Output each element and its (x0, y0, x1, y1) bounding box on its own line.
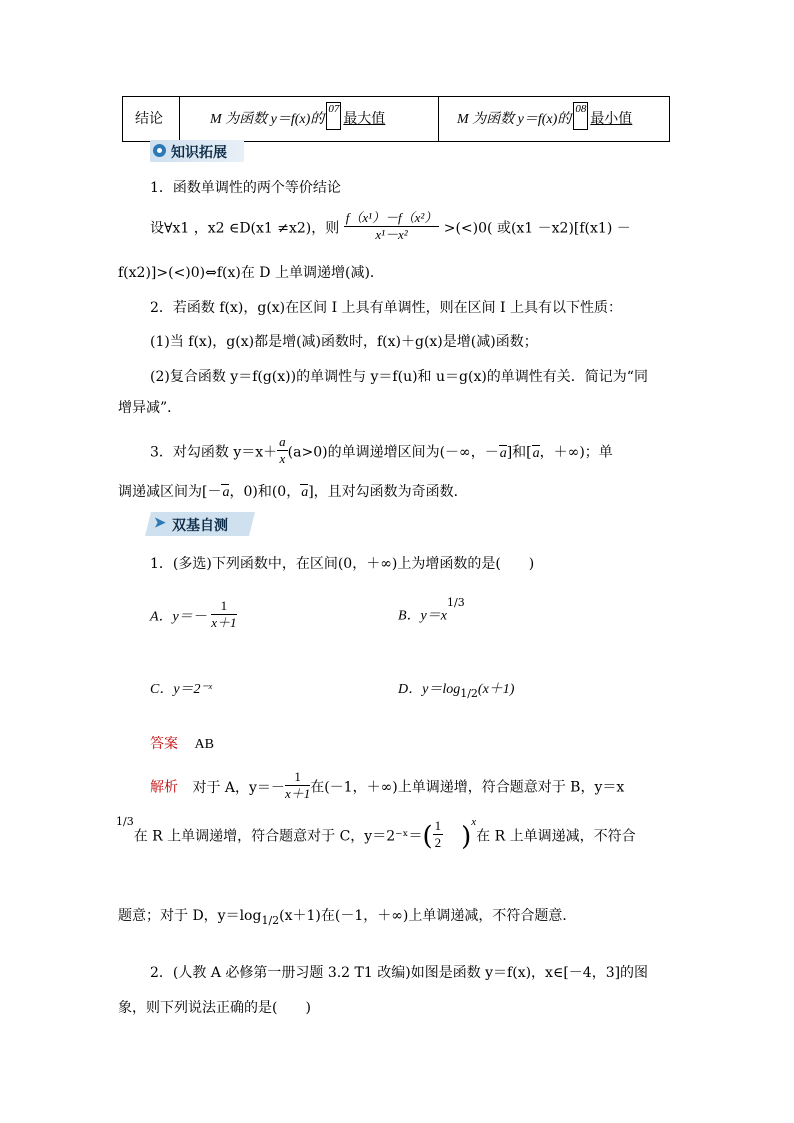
answer-value: AB (194, 737, 214, 752)
option-c: C．y＝2⁻ˣ (150, 682, 212, 697)
option-d-arg: (x＋1) (477, 682, 515, 697)
max-text: M 为函数 y＝f(x)的 (210, 112, 325, 128)
section-title-knowledge: 知识拓展 (171, 145, 227, 161)
analysis-line1 (150, 771, 624, 804)
point3-c: ]和[ (506, 444, 532, 461)
option-d-label: D．y＝log (398, 682, 461, 697)
point3-line2-c: ]，且对勾函数为奇函数． (308, 484, 468, 500)
min-text: M 为函数 y＝f(x)的 (457, 112, 572, 128)
question1-stem: 1．(多选)下列函数中，在区间(0，＋∞)上为增函数的是( ) (150, 556, 535, 572)
min-answer: 最小值 (590, 112, 633, 128)
option-b (398, 596, 465, 625)
point1-title: 1．函数单调性的两个等价结论 (150, 180, 341, 196)
analysis-l2-fraction (433, 818, 444, 851)
section-title-selftest: 双基自测 (172, 518, 228, 534)
option-a-label: A．y＝－ (150, 609, 207, 625)
point1-line1-a: 设∀x1 ，x2 ∈D(x1 ≠x2)，则 (150, 220, 340, 237)
table-cell-label (123, 97, 180, 141)
question2-line1: 2．(人教 A 必修第一册习题 3.2 T1 改编)如图是函数 y＝f(x)，x∈[－4，3]的图 (150, 965, 649, 981)
analysis-l2-a: 在 R 上单调递增，符合题意对于 C，y＝2⁻ˣ＝ (133, 828, 423, 845)
table-cell-max (180, 97, 439, 141)
analysis-l1-num: 1 (285, 769, 310, 786)
question2-line2: 象，则下列说法正确的是( ) (118, 1000, 311, 1016)
circle-bullet-icon (153, 144, 166, 157)
point3-a: 3．对勾函数 y＝x＋ (150, 444, 278, 461)
analysis-line3 (118, 905, 576, 927)
point1-line1-b: >(<)0( 或(x1 －x2)[f(x1) － (443, 220, 631, 237)
arrow-right-icon: ➤ (154, 515, 166, 531)
option-a-fraction (211, 598, 236, 631)
analysis-l1-den: x＋1 (284, 786, 311, 801)
analysis-l2-b: 在 R 上单调递减，不符合 (476, 828, 636, 845)
analysis-l1-a: 对于 A，y＝－ (192, 779, 285, 796)
option-d-base: 1/2 (460, 686, 478, 700)
point1-frac-num: f（x¹）－f（x²） (345, 210, 438, 225)
point3-line1 (150, 436, 613, 469)
option-b-label: B．y＝x (398, 608, 447, 624)
table-label: 结论 (135, 111, 163, 127)
point1-frac-den: x¹－x² (375, 227, 408, 242)
analysis-line2 (116, 814, 636, 853)
table-cell-min (439, 97, 669, 141)
option-d (398, 678, 514, 700)
point3-sqrt1: a (499, 445, 507, 461)
analysis-l2-den: 2 (434, 835, 442, 850)
knowledge-extension-banner (150, 140, 244, 162)
analysis-l2-num: 1 (434, 818, 442, 833)
point2-item2-line1: (2)复合函数 y＝f(g(x))的单调性与 y＝f(u)和 u＝g(x)的单调性有关．简记为“同 (150, 369, 648, 385)
answer-label: 答案 (150, 736, 178, 752)
double-basics-banner (148, 512, 252, 536)
point3-line2 (118, 481, 468, 501)
analysis-l2-paren-exp: x (471, 815, 477, 828)
analysis-l2-exponent: 1/3 (116, 814, 134, 828)
analysis-label: 解析 (150, 779, 178, 796)
point1-line2: f(x2)]>(<)0)⇔f(x)在 D 上单调递增(减)． (118, 265, 384, 281)
min-blank-number: 08 (573, 102, 588, 130)
max-answer: 最大值 (343, 112, 386, 128)
left-paren-icon: ( (422, 821, 433, 852)
max-blank-number: 07 (326, 102, 341, 130)
right-paren-icon: ) (461, 821, 472, 852)
point3-b: (a>0)的单调递增区间为(－∞，－ (287, 444, 499, 461)
conclusion-table (122, 96, 670, 142)
point3-line2-b: ，0)和(0， (229, 484, 301, 500)
analysis-l1-b: 在(－1，＋∞)上单调递增，符合题意对于 B，y＝x (310, 779, 625, 796)
point3-frac-den: x (279, 451, 286, 466)
analysis-l1-fraction (285, 769, 310, 802)
point3-sqrt2: a (532, 445, 540, 461)
point3-sqrt4: a (301, 485, 309, 500)
option-a-den: x＋1 (211, 615, 237, 630)
point3-d: ，＋∞)；单 (539, 444, 613, 461)
point3-fraction (277, 434, 288, 467)
option-a (150, 600, 237, 633)
point2-item1: (1)当 f(x)，g(x)都是增(减)函数时，f(x)＋g(x)是增(减)函数； (150, 334, 538, 350)
point1-fraction (344, 210, 440, 243)
point2-item2-line2: 增异减”． (118, 400, 182, 416)
answer-line (150, 733, 214, 753)
analysis-l3-a: 题意；对于 D，y＝log (118, 908, 262, 924)
analysis-l3-base: 1/2 (261, 913, 280, 927)
analysis-l3-b: (x＋1)在(－1，＋∞)上单调递减，不符合题意． (279, 908, 577, 924)
option-b-exponent: 1/3 (446, 596, 465, 609)
point3-sqrt3: a (222, 485, 230, 500)
point3-line2-a: 调递减区间为[－ (118, 484, 222, 500)
point1-line1 (150, 212, 631, 245)
point2-title: 2．若函数 f(x)，g(x)在区间 I 上具有单调性，则在区间 I 上具有以下性质： (150, 300, 622, 316)
point3-frac-num: a (279, 434, 286, 449)
option-a-num: 1 (211, 598, 236, 615)
